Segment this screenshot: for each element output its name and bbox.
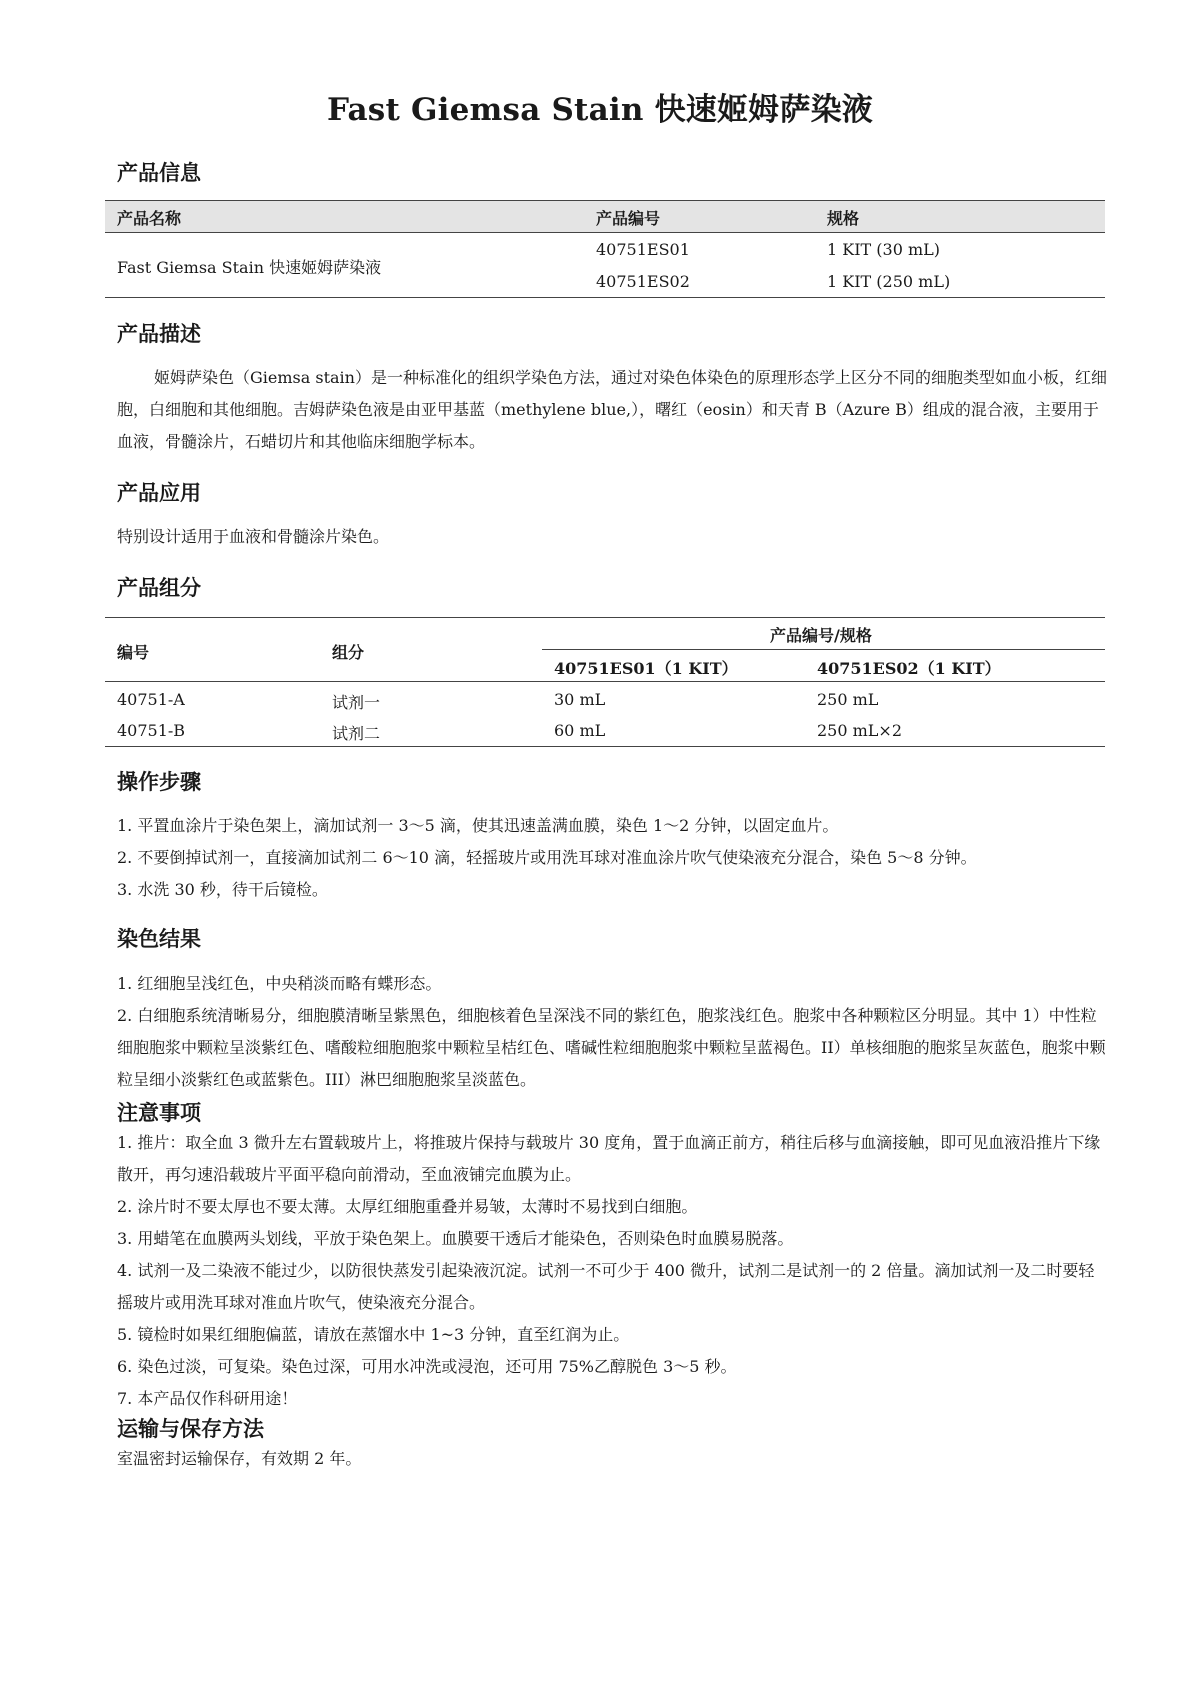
notes-item: 6. 染色过淡，可复染。染色过深，可用水冲洗或浸泡，还可用 75%乙醇脱色 3～5 秒。 [117, 1357, 737, 1376]
application-text: 特别设计适用于血液和骨髓涂片染色。 [117, 527, 390, 546]
storage-heading: 运输与保存方法 [117, 1416, 264, 1441]
results-list [117, 968, 1107, 1096]
notes-list [117, 1127, 1107, 1415]
components-row-v2: 250 mL [817, 690, 879, 709]
info-row-spec: 1 KIT (30 mL) [827, 240, 941, 259]
components-heading: 产品组分 [117, 575, 201, 600]
procedure-step: 3. 水洗 30 秒，待干后镜检。 [117, 880, 328, 899]
components-group-header: 产品编号/规格 [770, 626, 872, 645]
storage-text: 室温密封运输保存，有效期 2 年。 [117, 1449, 362, 1468]
notes-item: 5. 镜检时如果红细胞偏蓝，请放在蒸馏水中 1~3 分钟，直至红润为止。 [117, 1325, 630, 1344]
components-table-bottom-rule [105, 746, 1105, 747]
components-table-top-rule [105, 617, 1105, 618]
components-row-name: 试剂二 [332, 724, 381, 743]
components-sub-col2: 40751ES02（1 KIT） [817, 659, 1001, 678]
components-col-component: 组分 [332, 643, 365, 662]
notes-item: 1. 推片：取全血 3 微升左右置载玻片上，将推玻片保持与载玻片 30 度角，置于血滴正前方，稍往后移与血滴接触，即可见血液沿推片下缘散开，再匀速沿载玻片平面平稳向前滑动，至血液铺完血膜为止。 [117, 1133, 1101, 1184]
components-group-rule [542, 649, 1105, 650]
info-product-name: Fast Giemsa Stain 快速姬姆萨染液 [117, 258, 382, 277]
notes-item: 3. 用蜡笔在血膜两头划线，平放于染色架上。血膜要干透后才能染色，否则染色时血膜易脱落。 [117, 1229, 794, 1248]
notes-heading: 注意事项 [117, 1100, 201, 1125]
components-row-code: 40751-B [117, 721, 186, 740]
description-heading: 产品描述 [117, 321, 201, 346]
info-col-name: 产品名称 [117, 209, 182, 228]
procedure-heading: 操作步骤 [117, 769, 201, 794]
procedure-step: 1. 平置血涂片于染色架上，滴加试剂一 3～5 滴，使其迅速盖满血膜，染色 1～2 分钟，以固定血片。 [117, 816, 839, 835]
notes-item: 4. 试剂一及二染液不能过少，以防很快蒸发引起染液沉淀。试剂一不可少于 400 微升，试剂二是试剂一的 2 倍量。滴加试剂一及二时要轻摇玻片或用洗耳球对准血片吹气，使染液充分混合。 [117, 1261, 1095, 1312]
info-table-bottom-rule [105, 297, 1105, 298]
info-col-code: 产品编号 [596, 209, 661, 228]
components-row-v1: 30 mL [554, 690, 606, 709]
procedure-step: 2. 不要倒掉试剂一，直接滴加试剂二 6～10 滴，轻摇玻片或用洗耳球对准血涂片吹气使染液充分混合，染色 5～8 分钟。 [117, 848, 977, 867]
components-header-rule [105, 681, 1105, 682]
info-table-header-rule [105, 232, 1105, 233]
info-row-code: 40751ES01 [596, 240, 690, 259]
notes-item: 7. 本产品仅作科研用途！ [117, 1389, 298, 1408]
description-text: 姬姆萨染色（Giemsa stain）是一种标准化的组织学染色方法，通过对染色体染色的原理形态学上区分不同的细胞类型如血小板，红细胞，白细胞和其他细胞。吉姆萨染色液是由亚甲基蓝（methylene blue,），曙红（eosin）和天青 B（Azure B）组成的混合液，主要用于血液，骨髓涂片，石蜡切片和其他临床细胞学标本。 [117, 368, 1107, 451]
components-row-code: 40751-A [117, 690, 185, 709]
procedure-steps [117, 810, 1107, 906]
results-item: 1. 红细胞呈浅红色，中央稍淡而略有蝶形态。 [117, 974, 442, 993]
results-heading: 染色结果 [117, 926, 201, 951]
info-row-spec: 1 KIT (250 mL) [827, 272, 951, 291]
notes-item: 2. 涂片时不要太厚也不要太薄。太厚红细胞重叠并易皱，太薄时不易找到白细胞。 [117, 1197, 698, 1216]
info-heading: 产品信息 [117, 160, 201, 185]
info-table-top-rule [105, 200, 1105, 201]
components-row-name: 试剂一 [332, 693, 381, 712]
results-item: 2. 白细胞系统清晰易分，细胞膜清晰呈紫黑色，细胞核着色呈深浅不同的紫红色，胞浆浅红色。胞浆中各种颗粒区分明显。其中 1）中性粒细胞胞浆中颗粒呈淡紫红色、嗜酸粒细胞胞浆中颗粒呈桔红色、嗜碱性粒细胞胞浆中颗粒呈蓝褐色。II）单核细胞的胞浆呈灰蓝色，胞浆中颗粒呈细小淡紫红色或蓝紫色。III）淋巴细胞胞浆呈淡蓝色。 [117, 1006, 1106, 1089]
components-col-code: 编号 [117, 643, 150, 662]
application-heading: 产品应用 [117, 480, 201, 505]
document-title: Fast Giemsa Stain 快速姬姆萨染液 [327, 92, 873, 128]
info-row-code: 40751ES02 [596, 272, 690, 291]
info-col-spec: 规格 [827, 209, 860, 228]
components-sub-col1: 40751ES01（1 KIT） [554, 659, 738, 678]
components-row-v2: 250 mL×2 [817, 721, 903, 740]
components-row-v1: 60 mL [554, 721, 606, 740]
